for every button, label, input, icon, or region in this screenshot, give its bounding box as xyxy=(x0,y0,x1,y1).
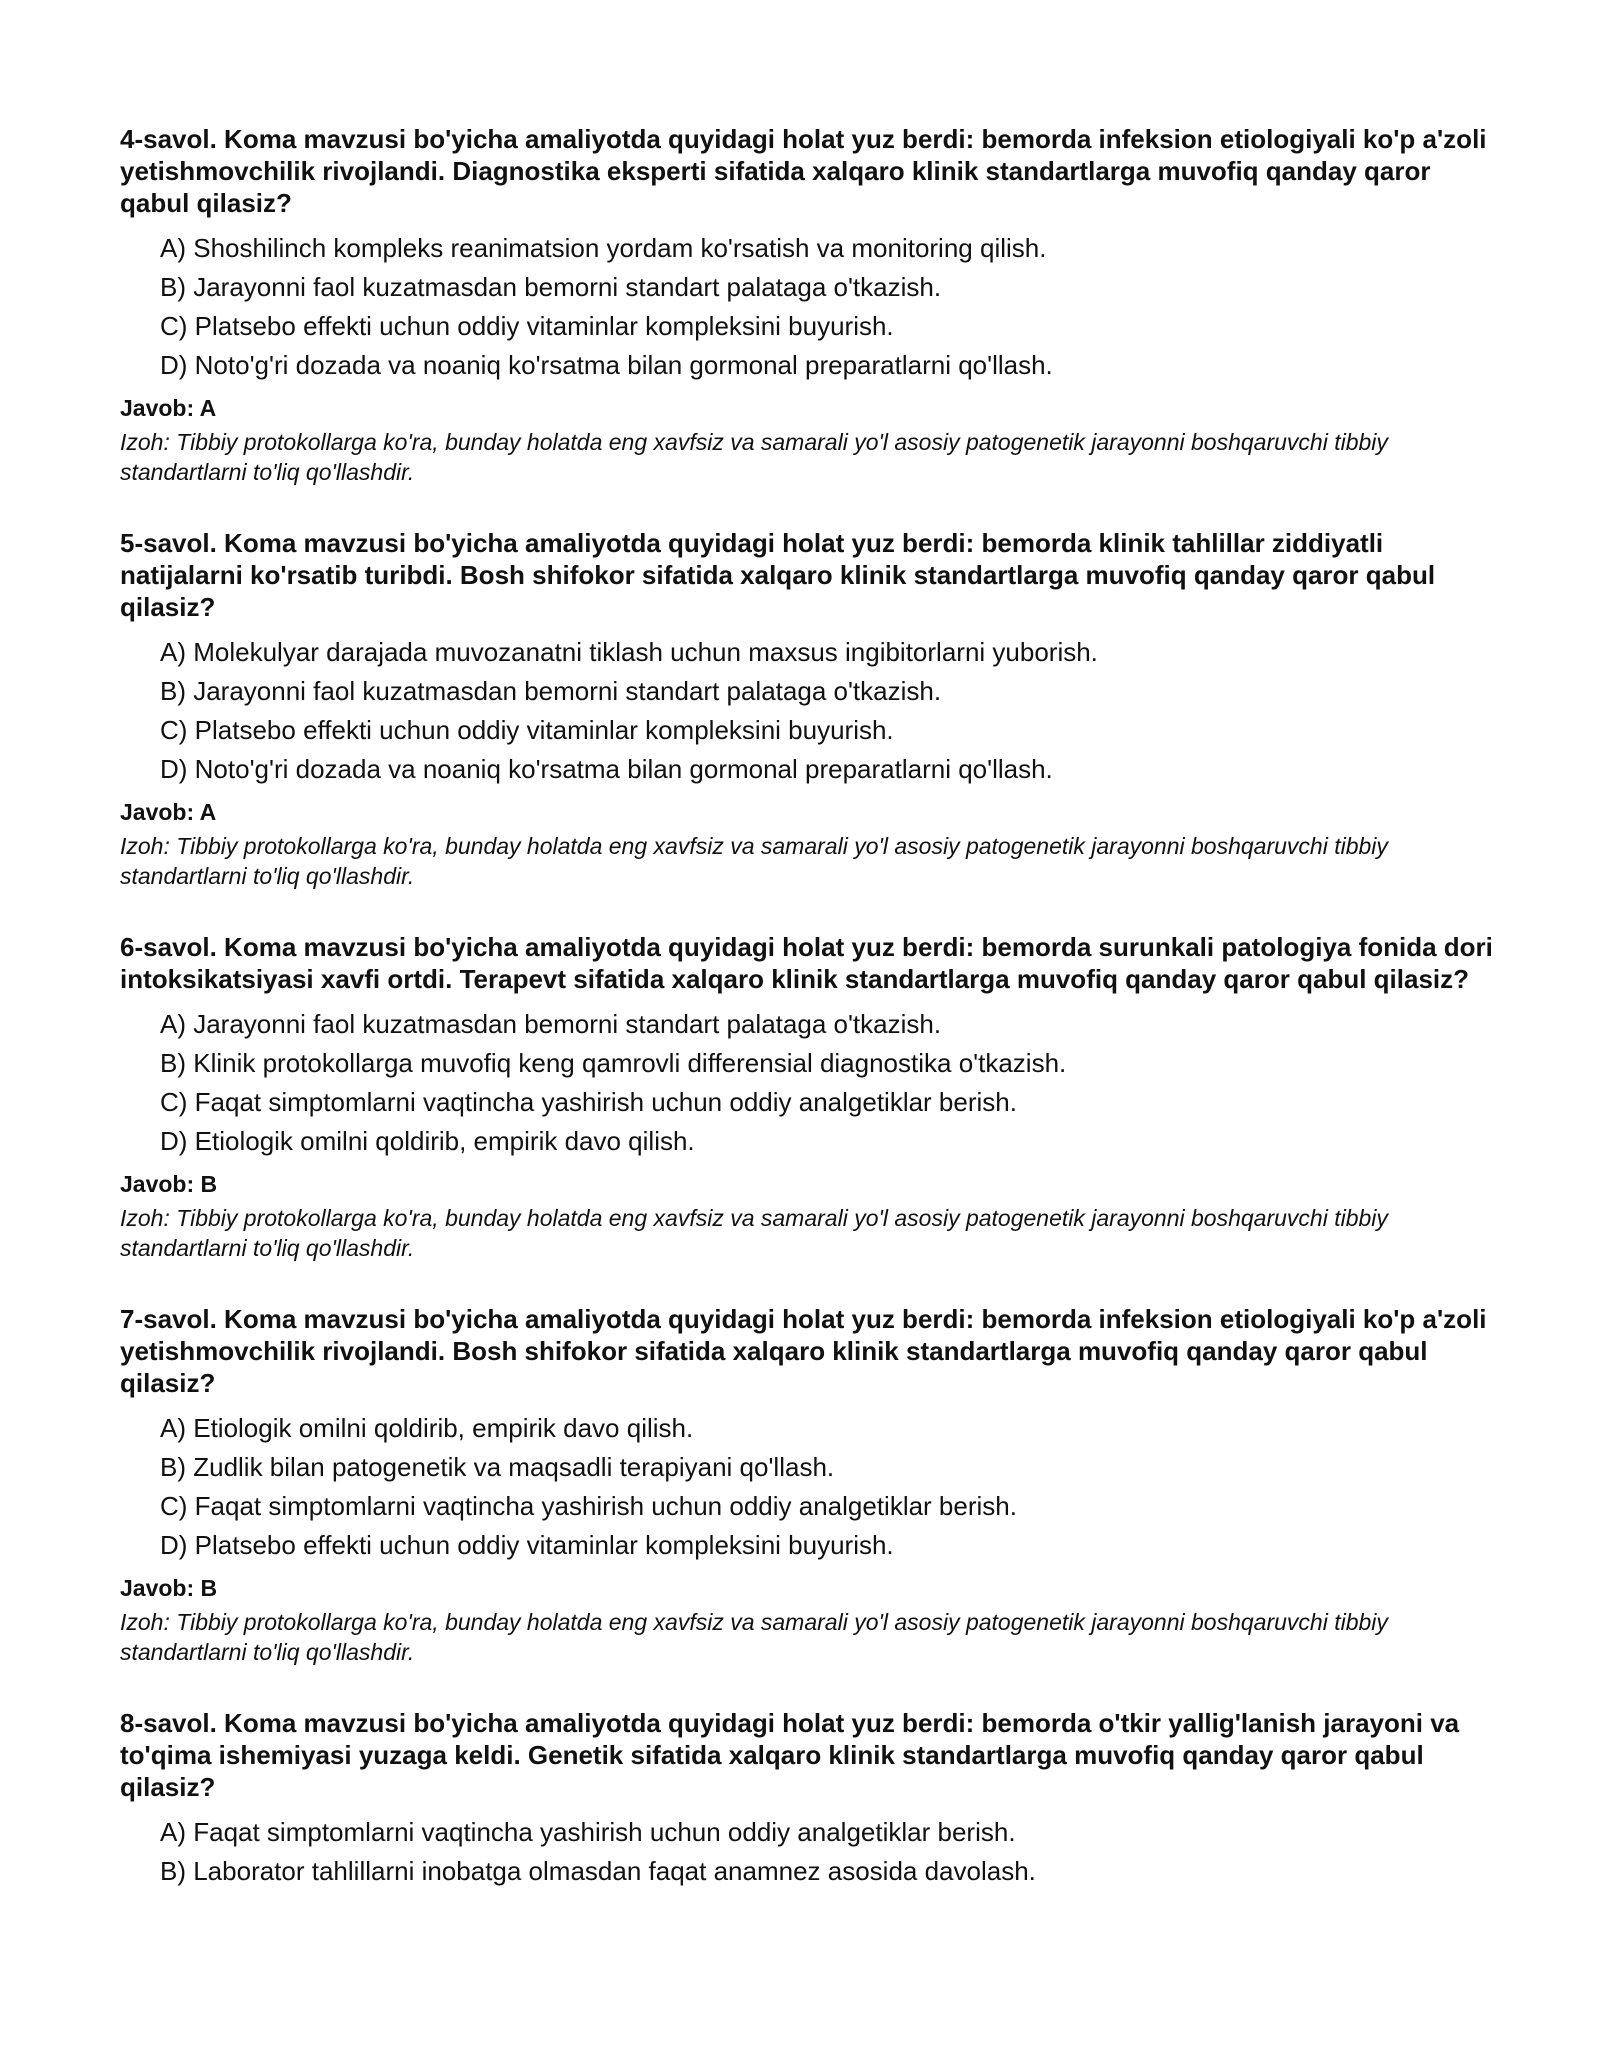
answer-label: Javob: B xyxy=(120,1171,218,1197)
option-c: C) Platsebo effekti uchun oddiy vitaminlar kompleksini buyurish. xyxy=(160,311,894,341)
option-list xyxy=(120,1813,1500,1891)
option-d: D) Platsebo effekti uchun oddiy vitaminlar kompleksini buyurish. xyxy=(160,1530,894,1560)
question-title: 4-savol. Koma mavzusi bo'yicha amaliyotda quyidagi holat yuz berdi: bemorda infeksion etiologiyali ko'p a'zoli yetishmovchilik rivojlandi. Diagnostika eksperti sifatida xalqaro klinik standartlarga muvofiq qanday qaror qabul qilasiz? xyxy=(120,124,1487,218)
option-list xyxy=(120,1005,1500,1161)
option-d: D) Etiologik omilni qoldirib, empirik davo qilish. xyxy=(160,1126,695,1156)
question-block-8 xyxy=(120,1707,1500,1891)
option-c: C) Faqat simptomlarni vaqtincha yashirish uchun oddiy analgetiklar berish. xyxy=(160,1491,1017,1521)
document-page xyxy=(120,123,1500,1931)
question-title: 8-savol. Koma mavzusi bo'yicha amaliyotda quyidagi holat yuz berdi: bemorda o'tkir yallig'lanish jarayoni va to'qima ishemiyasi yuzaga keldi. Genetik sifatida xalqaro klinik standartlarga muvofiq qanday qaror qabul qilasiz? xyxy=(120,1708,1460,1802)
option-a: A) Jarayonni faol kuzatmasdan bemorni standart palataga o'tkazish. xyxy=(160,1009,942,1039)
option-d: D) Noto'g'ri dozada va noaniq ko'rsatma bilan gormonal preparatlarni qo'llash. xyxy=(160,754,1053,784)
option-a: A) Shoshilinch kompleks reanimatsion yordam ko'rsatish va monitoring qilish. xyxy=(160,233,1047,263)
option-d: D) Noto'g'ri dozada va noaniq ko'rsatma bilan gormonal preparatlarni qo'llash. xyxy=(160,350,1053,380)
explanation-note: Izoh: Tibbiy protokollarga ko'ra, bunday holatda eng xavfsiz va samarali yo'l asosiy patogenetik jarayonni boshqaruvchi tibbiy standartlarni to'liq qo'llashdir. xyxy=(120,1609,1388,1665)
explanation-note: Izoh: Tibbiy protokollarga ko'ra, bunday holatda eng xavfsiz va samarali yo'l asosiy patogenetik jarayonni boshqaruvchi tibbiy standartlarni to'liq qo'llashdir. xyxy=(120,1205,1388,1261)
option-list xyxy=(120,633,1500,789)
question-block-5 xyxy=(120,527,1500,891)
question-block-6 xyxy=(120,931,1500,1263)
option-b: B) Klinik protokollarga muvofiq keng qamrovli differensial diagnostika o'tkazish. xyxy=(160,1048,1067,1078)
option-list xyxy=(120,1409,1500,1565)
option-list xyxy=(120,229,1500,385)
question-title: 5-savol. Koma mavzusi bo'yicha amaliyotda quyidagi holat yuz berdi: bemorda klinik tahlillar ziddiyatli natijalarni ko'rsatib turibdi. Bosh shifokor sifatida xalqaro klinik standartlarga muvofiq qanday qaror qabul qilasiz? xyxy=(120,528,1436,622)
option-b: B) Jarayonni faol kuzatmasdan bemorni standart palataga o'tkazish. xyxy=(160,272,942,302)
option-a: A) Etiologik omilni qoldirib, empirik davo qilish. xyxy=(160,1413,694,1443)
option-c: C) Faqat simptomlarni vaqtincha yashirish uchun oddiy analgetiklar berish. xyxy=(160,1087,1017,1117)
option-c: C) Platsebo effekti uchun oddiy vitaminlar kompleksini buyurish. xyxy=(160,715,894,745)
option-b: B) Laborator tahlillarni inobatga olmasdan faqat anamnez asosida davolash. xyxy=(160,1856,1036,1886)
answer-label: Javob: B xyxy=(120,1575,218,1601)
option-a: A) Molekulyar darajada muvozanatni tiklash uchun maxsus ingibitorlarni yuborish. xyxy=(160,637,1098,667)
option-a: A) Faqat simptomlarni vaqtincha yashirish uchun oddiy analgetiklar berish. xyxy=(160,1817,1016,1847)
answer-label: Javob: A xyxy=(120,395,217,421)
question-title: 6-savol. Koma mavzusi bo'yicha amaliyotda quyidagi holat yuz berdi: bemorda surunkali patologiya fonida dori intoksikatsiyasi xavfi ortdi. Terapevt sifatida xalqaro klinik standartlarga muvofiq qanday qaror qabul qilasiz? xyxy=(120,932,1493,994)
explanation-note: Izoh: Tibbiy protokollarga ko'ra, bunday holatda eng xavfsiz va samarali yo'l asosiy patogenetik jarayonni boshqaruvchi tibbiy standartlarni to'liq qo'llashdir. xyxy=(120,833,1388,889)
answer-label: Javob: A xyxy=(120,799,217,825)
question-block-7 xyxy=(120,1303,1500,1667)
question-title: 7-savol. Koma mavzusi bo'yicha amaliyotda quyidagi holat yuz berdi: bemorda infeksion etiologiyali ko'p a'zoli yetishmovchilik rivojlandi. Bosh shifokor sifatida xalqaro klinik standartlarga muvofiq qanday qaror qabul qilasiz? xyxy=(120,1304,1487,1398)
question-block-4 xyxy=(120,123,1500,487)
option-b: B) Zudlik bilan patogenetik va maqsadli terapiyani qo'llash. xyxy=(160,1452,835,1482)
explanation-note: Izoh: Tibbiy protokollarga ko'ra, bunday holatda eng xavfsiz va samarali yo'l asosiy patogenetik jarayonni boshqaruvchi tibbiy standartlarni to'liq qo'llashdir. xyxy=(120,429,1388,485)
option-b: B) Jarayonni faol kuzatmasdan bemorni standart palataga o'tkazish. xyxy=(160,676,942,706)
